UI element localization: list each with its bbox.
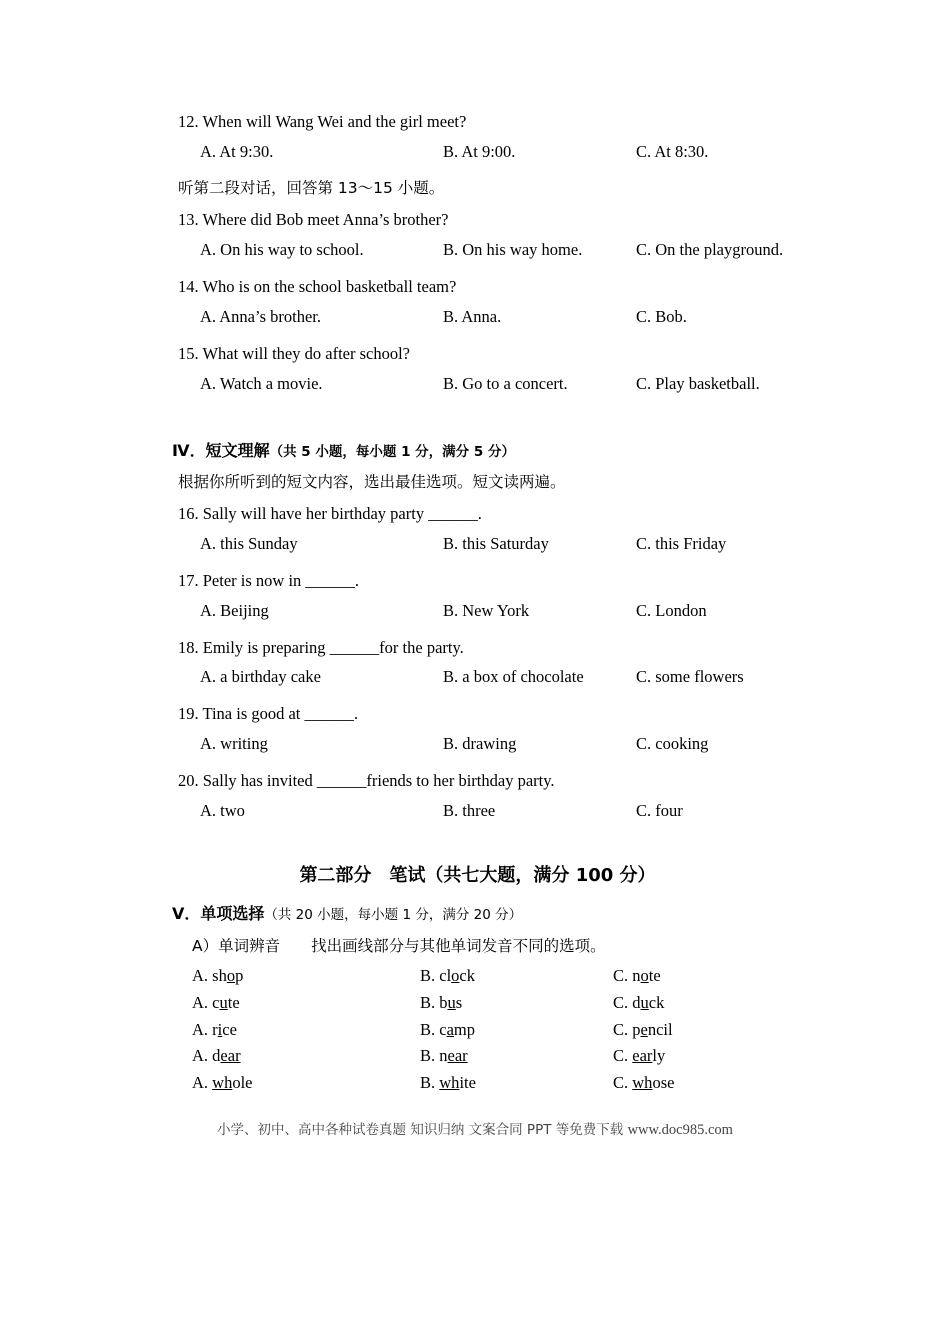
- word-row-23: [170, 1018, 785, 1043]
- option-c[interactable]: C. pencil: [613, 1019, 673, 1039]
- section-4-instruction: 根据你所听到的短文内容，选出最佳选项。短文读两遍。: [178, 472, 566, 491]
- section-5-detail: （共 20 小题，每小题 1 分，满分 20 分）: [264, 907, 523, 924]
- word-row-24: [170, 1044, 785, 1069]
- option-a[interactable]: A. Beijing: [200, 600, 269, 620]
- question-15: [170, 342, 785, 396]
- question-stem: 17. Peter is now in ______.: [178, 570, 360, 590]
- question-14: [170, 275, 785, 329]
- option-b[interactable]: B. Go to a concert.: [443, 373, 568, 393]
- question-stem: 16. Sally will have her birthday party ______.: [178, 503, 482, 523]
- question-13: [170, 208, 785, 262]
- option-a[interactable]: A. this Sunday: [200, 533, 298, 553]
- option-a[interactable]: A. shop: [192, 966, 244, 986]
- word-row-21: [170, 964, 785, 989]
- section-4-heading: [170, 438, 785, 461]
- question-stem: 20. Sally has invited ______friends to her birthday party.: [178, 771, 555, 791]
- footer-site[interactable]: www.doc985.com: [627, 1122, 733, 1138]
- option-a[interactable]: A. writing: [200, 734, 268, 754]
- question-stem: 12. When will Wang Wei and the girl meet?: [178, 112, 467, 131]
- page-footer: [0, 1118, 950, 1139]
- question-17: [170, 569, 785, 623]
- option-a[interactable]: A. At 9:30.: [200, 141, 274, 161]
- question-options: [170, 532, 785, 556]
- option-a[interactable]: A. a birthday cake: [200, 667, 321, 687]
- option-b[interactable]: B. drawing: [443, 734, 517, 754]
- question-19: [170, 702, 785, 756]
- question-12: [170, 110, 785, 164]
- option-b[interactable]: B. camp: [420, 1019, 476, 1039]
- part-two-title: 第二部分 笔试（共七大题，满分 100 分）: [299, 865, 656, 887]
- section-5-label: Ⅴ．单项选择: [172, 904, 265, 924]
- question-stem: 14. Who is on the school basketball team?: [178, 276, 457, 296]
- option-a[interactable]: A. cute: [192, 992, 240, 1012]
- option-c[interactable]: C. cooking: [636, 734, 709, 754]
- option-a[interactable]: A. Watch a movie.: [200, 373, 323, 393]
- option-b[interactable]: B. On his way home.: [443, 240, 583, 260]
- option-c[interactable]: C. Play basketball.: [636, 373, 760, 393]
- option-c[interactable]: C. On the playground.: [636, 240, 784, 260]
- option-c[interactable]: C. London: [636, 600, 707, 620]
- option-a[interactable]: A. Anna’s brother.: [200, 306, 321, 326]
- option-b[interactable]: B. Anna.: [443, 306, 502, 326]
- question-stem: 15. What will they do after school?: [178, 343, 411, 363]
- option-b[interactable]: B. New York: [443, 600, 530, 620]
- option-b[interactable]: B. clock: [420, 966, 475, 986]
- option-b[interactable]: B. bus: [420, 992, 463, 1012]
- question-18: [170, 636, 785, 690]
- option-b[interactable]: B. a box of chocolate: [443, 667, 584, 687]
- option-c[interactable]: C. early: [613, 1046, 666, 1066]
- option-c[interactable]: C. note: [613, 966, 661, 986]
- question-options: [170, 799, 785, 823]
- question-options: [170, 140, 785, 164]
- section-4-label: Ⅳ．短文理解: [172, 440, 270, 460]
- section-5-sub-instruction: A）单词辨音 找出画线部分与其他单词发音不同的选项。: [192, 937, 606, 956]
- dialogue-instruction: 听第二段对话，回答第 13～15 小题。: [178, 178, 445, 197]
- word-row-25: [170, 1071, 785, 1096]
- option-a[interactable]: A. rice: [192, 1019, 237, 1039]
- option-b[interactable]: B. this Saturday: [443, 533, 549, 553]
- question-stem: 19. Tina is good at ______.: [178, 704, 359, 724]
- option-c[interactable]: C. some flowers: [636, 667, 744, 687]
- question-options: [170, 372, 785, 396]
- question-options: [170, 238, 785, 262]
- question-20: [170, 769, 785, 823]
- option-b[interactable]: B. At 9:00.: [443, 141, 516, 161]
- question-16: [170, 502, 785, 556]
- option-a[interactable]: A. On his way to school.: [200, 240, 364, 260]
- question-options: [170, 732, 785, 756]
- word-row-22: [170, 991, 785, 1016]
- option-a[interactable]: A. dear: [192, 1046, 241, 1066]
- question-options: [170, 599, 785, 623]
- option-c[interactable]: C. At 8:30.: [636, 141, 709, 161]
- option-c[interactable]: C. whose: [613, 1073, 675, 1093]
- question-options: [170, 665, 785, 689]
- option-c[interactable]: C. duck: [613, 992, 665, 1012]
- option-a[interactable]: A. whole: [192, 1073, 253, 1093]
- section-4-detail: （共 5 小题，每小题 1 分，满分 5 分）: [269, 443, 515, 460]
- option-b[interactable]: B. near: [420, 1046, 468, 1066]
- option-b[interactable]: B. white: [420, 1073, 476, 1093]
- option-b[interactable]: B. three: [443, 801, 496, 821]
- option-c[interactable]: C. Bob.: [636, 306, 687, 326]
- footer-text: 小学、初中、高中各种试卷真题 知识归纳 文案合同 PPT 等免费下载: [217, 1122, 624, 1138]
- question-stem: 13. Where did Bob meet Anna’s brother?: [178, 210, 449, 230]
- question-stem: 18. Emily is preparing ______for the party.: [178, 637, 464, 657]
- section-5-heading: [170, 901, 785, 924]
- option-c[interactable]: C. this Friday: [636, 533, 727, 553]
- option-c[interactable]: C. four: [636, 801, 683, 821]
- option-a[interactable]: A. two: [200, 801, 245, 821]
- question-options: [170, 305, 785, 329]
